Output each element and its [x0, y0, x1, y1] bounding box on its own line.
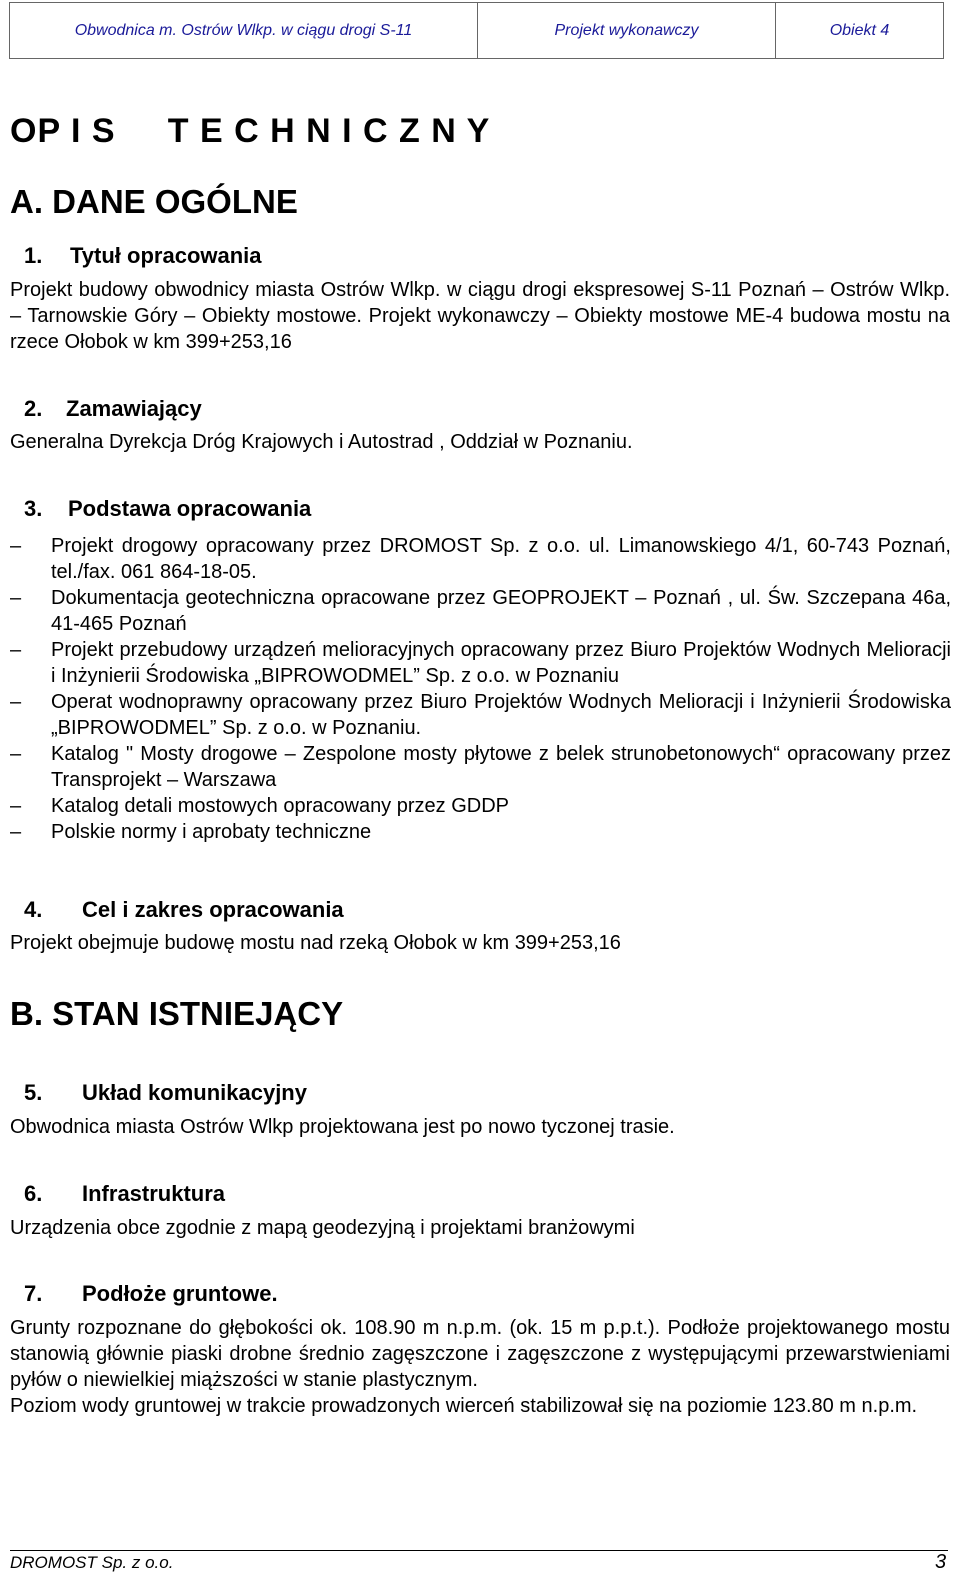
- section-2-heading: [24, 396, 202, 422]
- section-title: Podłoże gruntowe.: [82, 1281, 278, 1306]
- section-title: Układ komunikacyjny: [82, 1080, 307, 1105]
- list-item: – Katalog detali mostowych opracowany przez GDDP: [10, 795, 509, 817]
- section-title: Podstawa opracowania: [68, 496, 312, 521]
- section-title: Infrastruktura: [82, 1181, 226, 1206]
- list-item: – Polskie normy i aprobaty techniczne: [10, 821, 372, 843]
- section-b-heading: B. STAN ISTNIEJĄCY: [10, 995, 344, 1032]
- section-number: 2.: [24, 396, 43, 421]
- section-number: 7.: [24, 1281, 43, 1306]
- section-7-text-2: Poziom wody gruntowej w trakcie prowadzonych wierceń stabilizował się na poziomie 123.80 m n.p.m.: [10, 1395, 918, 1417]
- section-3-heading: [24, 496, 311, 522]
- section-1-heading: [24, 243, 262, 269]
- section-number: 6.: [24, 1181, 43, 1206]
- page-number: 3: [935, 1551, 947, 1573]
- basis-list: [10, 533, 951, 845]
- document-title: OP I S T E C H N I C Z N Y: [10, 112, 491, 150]
- section-7-text-1: Grunty rozpoznane do głębokości ok. 108.90 m n.p.m. (ok. 15 m p.p.t.). Podłoże projektowanego mostu stanowią głównie piaski drobne średnio zagęszczone i zagęszczone z występującymi przewarstwieniami pyłów o niewielkiej miąższości w stanie plastycznym.: [10, 1317, 950, 1391]
- footer-company: DROMOST Sp. z o.o.: [10, 1553, 174, 1572]
- list-item: – Operat wodnoprawny opracowany przez Biuro Projektów Wodnych Melioracji i Inżynierii Środowiska „BIPROWODMEL” Sp. z o.o. w Poznaniu.: [10, 691, 951, 739]
- section-number: 3.: [24, 496, 43, 521]
- dash-bullet: –: [10, 535, 22, 557]
- section-6-heading: [24, 1181, 225, 1207]
- section-number: 1.: [24, 243, 43, 268]
- dash-bullet: –: [10, 821, 22, 843]
- dash-bullet: –: [10, 743, 22, 765]
- section-4-heading: [24, 897, 344, 923]
- section-number: 4.: [24, 897, 43, 922]
- section-2-text: Generalna Dyrekcja Dróg Krajowych i Autostrad , Oddział w Poznaniu.: [10, 431, 633, 453]
- header-project-phase: Projekt wykonawczy: [478, 3, 776, 58]
- section-title: Zamawiający: [66, 396, 202, 421]
- section-7-heading: [24, 1281, 278, 1307]
- section-number: 5.: [24, 1080, 43, 1105]
- list-item: – Dokumentacja geotechniczna opracowane przez GEOPROJEKT – Poznań , ul. Św. Szczepana 46a, 41-465 Poznań: [10, 587, 951, 635]
- section-5-heading: [24, 1080, 307, 1106]
- header-object: Obiekt 4: [829, 21, 890, 39]
- dash-bullet: –: [10, 587, 22, 609]
- section-6-text: Urządzenia obce zgodnie z mapą geodezyjną i projektami branżowymi: [10, 1217, 635, 1239]
- dash-bullet: –: [10, 639, 22, 661]
- list-item: – Projekt przebudowy urządzeń melioracyjnych opracowany przez Biuro Projektów Wodnych Melioracji i Inżynierii Środowiska „BIPROWODMEL” Sp. z o.o. w Poznaniu: [10, 639, 951, 687]
- section-5-text: Obwodnica miasta Ostrów Wlkp projektowana jest po nowo tyczonej trasie.: [10, 1116, 675, 1138]
- list-item: – Katalog " Mosty drogowe – Zespolone mosty płytowe z belek strunobetonowych“ opracowany przez Transprojekt – Warszawa: [10, 743, 951, 791]
- page-header: [9, 2, 944, 59]
- header-project-name: Obwodnica m. Ostrów Wlkp. w ciągu drogi S-11: [10, 3, 478, 58]
- section-title: Cel i zakres opracowania: [82, 897, 344, 922]
- section-1-text: Projekt budowy obwodnicy miasta Ostrów Wlkp. w ciągu drogi ekspresowej S-11 Poznań – Ostrów Wlkp. – Tarnowskie Góry – Obiekty mostowe. Projekt wykonawczy – Obiekty mostowe ME-4 budowa mostu na rzece Ołobok w km 399+253,16: [10, 279, 950, 353]
- list-item: – Projekt drogowy opracowany przez DROMOST Sp. z o.o. ul. Limanowskiego 4/1, 60-743 Poznań, tel./fax. 061 864-18-05.: [10, 535, 951, 583]
- section-title: Tytuł opracowania: [70, 243, 262, 268]
- section-4-text: Projekt obejmuje budowę mostu nad rzeką Ołobok w km 399+253,16: [10, 932, 621, 954]
- dash-bullet: –: [10, 795, 22, 817]
- section-a-heading: A. DANE OGÓLNE: [10, 183, 298, 220]
- footer-rule: [10, 1550, 948, 1551]
- dash-bullet: –: [10, 691, 22, 713]
